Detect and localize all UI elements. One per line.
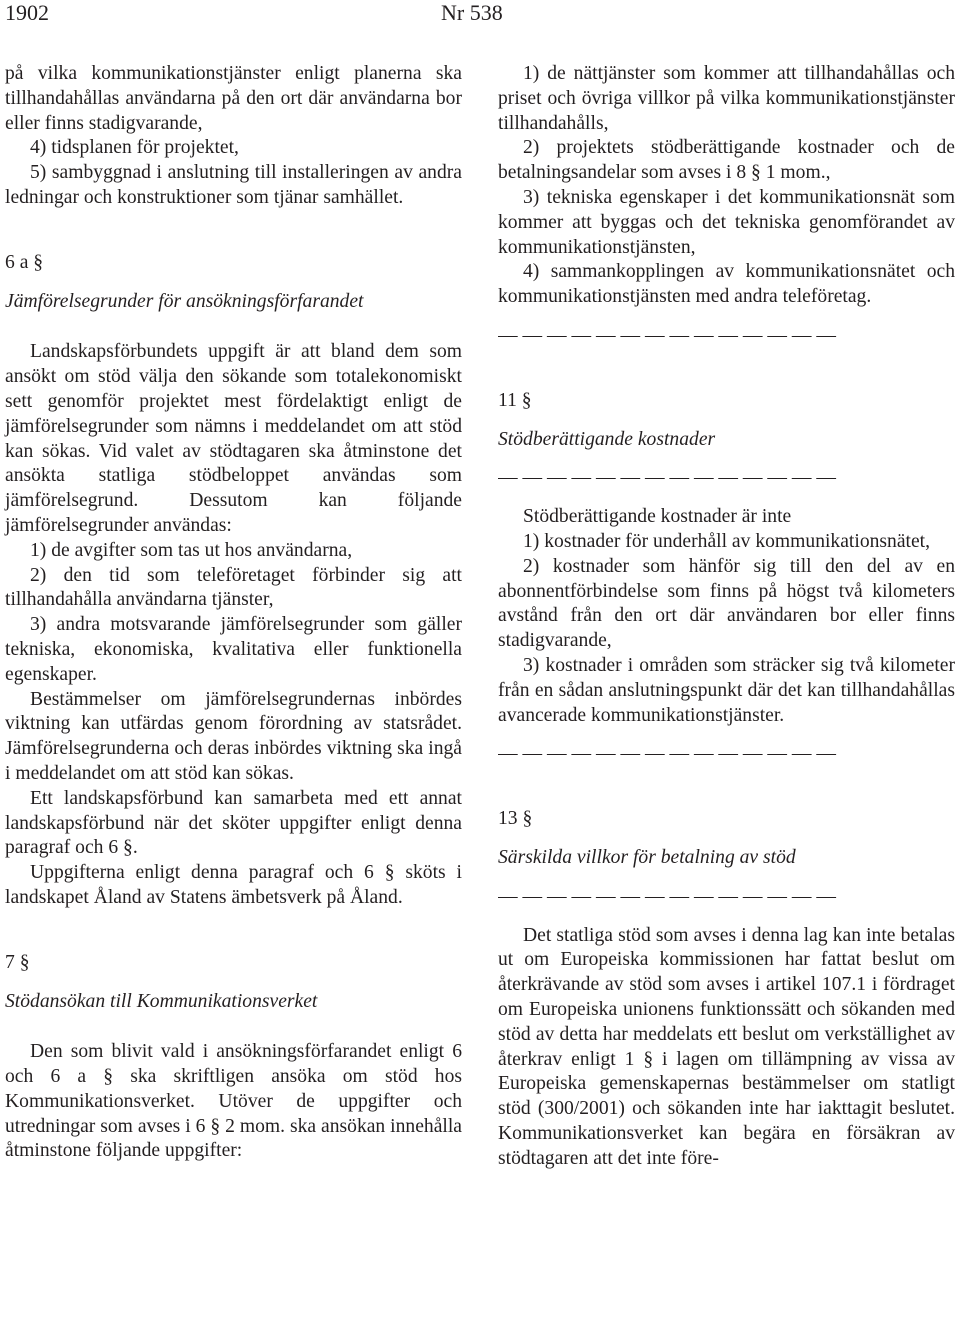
list-item: 3) tekniska egenskaper i det kommunikationsnät som kommer att byggas och det tekniska genomförandet av kommunikationstjänsten, <box>498 186 955 258</box>
omission-mark: — — — — — — — — — — — — — — <box>498 885 836 907</box>
section-heading: Särskilda villkor för betalning av stöd <box>498 846 796 868</box>
issue-number: Nr 538 <box>441 0 503 25</box>
omission-mark: — — — — — — — — — — — — — — <box>498 467 836 489</box>
section-number: 6 a § <box>5 251 44 273</box>
section-heading: Stödberättigande kostnader <box>498 428 716 450</box>
list-item: 1) kostnader för underhåll av kommunikationsnätet, <box>523 530 931 552</box>
list-item: 1) de nättjänster som kommer att tillhandahållas och priset och övriga villkor på vilka kommunikationstjänster tillhandahålls, <box>498 63 955 134</box>
list-item: 2) den tid som teleföretaget förbinder sig att tillhandahålla användarna tjänster, <box>5 564 462 611</box>
paragraph: Uppgifterna enligt denna paragraf och 6 § sköts i landskapet Åland av Statens ämbetsverk på Åland. <box>5 862 462 908</box>
list-item: 2) kostnader som hänför sig till den del av en abonnentförbindelse som finns på högst två kilometers avstånd från den ort där användaren bor eller finns stadigvarande, <box>498 555 955 652</box>
list-item: 1) de avgifter som tas ut hos användarna, <box>30 539 353 561</box>
paragraph: Landskapsförbundets uppgift är att bland dem som ansökt om stöd välja den sökande som totalekonomiskt sett genomför projektet mest fördelaktigt enligt de jämförelsegrunder som nämns i meddelandet om att stöd kan sökas. Vid valet av stödtagaren ska åtminstone det ansökta statliga stödbeloppet användas som jämförelsegrund. Dessutom kan följande jämförelsegrunder användas: <box>5 341 462 536</box>
section-number: 13 § <box>498 808 533 830</box>
paragraph: Stödberättigande kostnader är inte <box>523 506 792 528</box>
omission-mark: — — — — — — — — — — — — — — <box>498 324 836 346</box>
list-item: 4) sammankopplingen av kommunikationsnätet och kommunikationstjänsten med andra teleföretag. <box>498 261 955 308</box>
paragraph: Ett landskapsförbund kan samarbeta med ett annat landskapsförbund när det sköter uppgifter enligt denna paragraf och 6 §. <box>5 787 462 859</box>
paragraph: Den som blivit vald i ansökningsförfarandet enligt 6 och 6 a § ska skriftligen ansöka om stöd hos Kommunikationsverket. Utöver de uppgifter och utredningar som avses i 6 § 2 mom. ska ansökan innehålla åtminstone följande uppgifter: <box>5 1041 462 1162</box>
page-number: 1902 <box>5 0 49 25</box>
omission-mark: — — — — — — — — — — — — — — <box>498 743 836 765</box>
right-column <box>498 62 955 1171</box>
paragraph: Bestämmelser om jämförelsegrundernas inbördes viktning kan utfärdas genom förordning av statsrådet. Jämförelsegrunderna och deras inbördes viktning ska ingå i meddelandet om att stöd kan sökas. <box>5 688 462 784</box>
section-heading: Jämförelsegrunder för ansökningsförfarandet <box>5 290 364 312</box>
list-item: 2) projektets stödberättigande kostnader och de betalningsandelar som avses i 8 § 1 mom., <box>498 137 955 184</box>
list-item: 4) tidsplanen för projektet, <box>30 137 239 159</box>
section-heading: Stödansökan till Kommunikationsverket <box>5 990 318 1012</box>
list-item: 5) sambyggnad i anslutning till installeringen av andra ledningar och konstruktioner som tjänar samhället. <box>5 162 462 208</box>
section-number: 11 § <box>498 389 532 411</box>
list-item: 3) andra motsvarande jämförelsegrunder som gäller tekniska, ekonomiska, kvalitativa eller funktionella egenskaper. <box>5 614 462 685</box>
paragraph: på vilka kommunikationstjänster enligt planerna ska tillhandahållas användarna på den ort där användarna bor eller finns stadigvarande, <box>5 63 462 134</box>
section-number: 7 § <box>5 951 30 973</box>
paragraph: Det statliga stöd som avses i denna lag kan inte betalas ut om Europeiska kommissionen har fattat beslut om återkrävande av stöd som avses i artikel 107.1 i fördraget om Europeiska unionens funktionssätt och sökanden med stöd av detta har meddelats ett beslut om verkställighet av återkrav enligt 1 § i lagen om tillämpning av vissa av Europeiska gemenskapernas bestämmelser om statligt stöd (300/2001) och sökanden inte har iakttagit beslutet. Kommunikationsverket kan begära en försäkran av stödtagaren att det inte före- <box>498 924 955 1169</box>
left-column <box>5 62 462 1164</box>
list-item: 3) kostnader i områden som sträcker sig två kilometer från en sådan anslutningspunkt där det kan tillhandahållas avancerade kommunikationstjänster. <box>498 654 955 726</box>
